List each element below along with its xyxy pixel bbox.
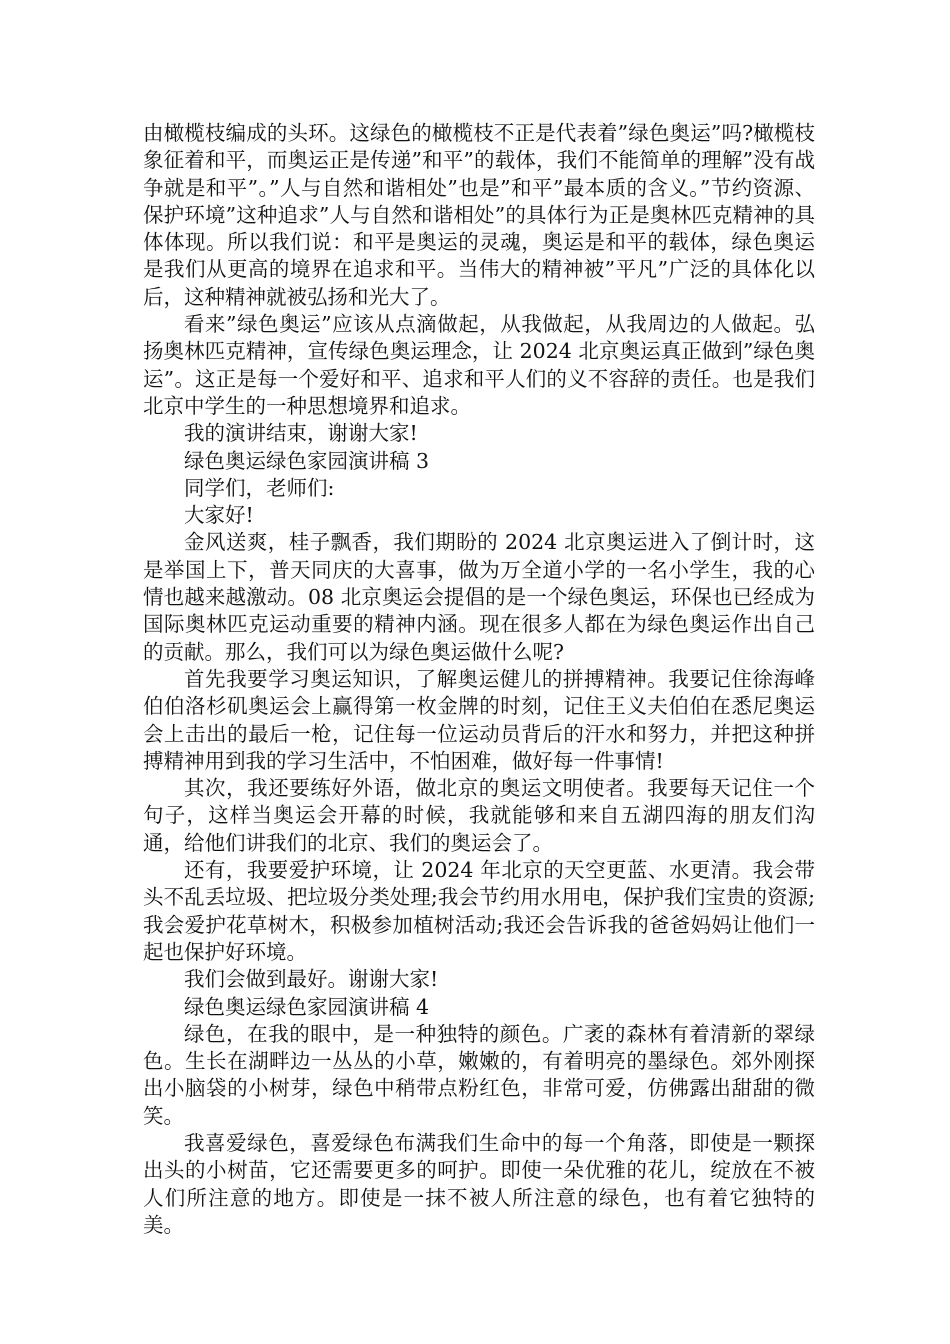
paragraph-protect-environment: 还有，我要爱护环境，让 2024 年北京的天空更蓝、水更清。我会带头不乱丢垃圾、把垃圾分类处理;我会节约用水用电，保护我们宝贵的资源;我会爱护花草树木，积极参加植树活动;我还会告诉我的爸爸妈妈让他们一起也保护好环境。: [143, 858, 815, 964]
paragraph-love-green: 我喜爱绿色，喜爱绿色布满我们生命中的每一个角落，即使是一颗探出头的小树苗，它还需要更多的呵护。即使一朵优雅的花儿，绽放在不被人们所注意的地方。即使是一抹不被人所注意的绿色，也有着它独特的美。: [143, 1130, 815, 1237]
salutation-line: 同学们，老师们:: [184, 475, 335, 500]
paragraph-learn-olympics: 首先我要学习奥运知识，了解奥运健儿的拼搏精神。我要记住徐海峰伯伯洛杉矶奥运会上赢得第一枚金牌的时刻，记住王义夫伯伯在悉尼奥运会上击出的最后一枪，记住每一位运动员背后的汗水和努力，并把这种拼搏精神用到我的学习生活中，不怕困难，做好每一件事情!: [143, 666, 815, 773]
paragraph-green-color: 绿色，在我的眼中，是一种独特的颜色。广袤的森林有着清新的翠绿色。生长在湖畔边一丛丛的小草，嫩嫩的，有着明亮的墨绿色。郊外刚探出小脑袋的小树芽，绿色中稍带点粉红色，非常可爱，仿佛露出甜甜的微笑。: [143, 1021, 815, 1128]
speech-closing-line: 我的演讲结束，谢谢大家!: [184, 421, 418, 446]
paragraph-countdown: 金风送爽，桂子飘香，我们期盼的 2024 北京奥运进入了倒计时，这是举国上下，普天同庆的大喜事，做为万全道小学的一名小学生，我的心情也越来越激动。08 北京奥运会提倡的是一个绿色奥运，环保也已经成为国际奥林匹克运动重要的精神内涵。现在很多人都在为绿色奥运作出自己的贡献。那么，我们可以为绿色奥运做什么呢?: [143, 530, 815, 664]
paragraph-green-olympics-action: 看来”绿色奥运”应该从点滴做起，从我做起，从我周边的人做起。弘扬奥林匹克精神，宣传绿色奥运理念，让 2024 北京奥运真正做到”绿色奥运”。这正是每一个爱好和平、追求和平人们的义不容辞的责任。也是我们北京中学生的一种思想境界和追求。: [143, 312, 815, 418]
paragraph-continuation: 由橄榄枝编成的头环。这绿色的橄榄枝不正是代表着”绿色奥运”吗?橄榄枝象征着和平，而奥运正是传递”和平”的载体，我们不能简单的理解”没有战争就是和平”。”人与自然和谐相处”也是”和平”最本质的含义。”节约资源、保护环境”这种追求”人与自然和谐相处”的具体行为正是奥林匹克精神的具体体现。所以我们说：和平是奥运的灵魂，奥运是和平的载体，绿色奥运是我们从更高的境界在追求和平。当伟大的精神被”平凡”广泛的具体化以后，这种精神就被弘扬和光大了。: [143, 121, 815, 309]
speech-heading-3: 绿色奥运绿色家园演讲稿 3: [184, 448, 430, 473]
paragraph-foreign-language: 其次，我还要练好外语，做北京的奥运文明使者。我要每天记住一个句子，这样当奥运会开幕的时候，我就能够和来自五湖四海的朋友们沟通，给他们讲我们的北京、我们的奥运会了。: [143, 776, 815, 855]
speech-heading-4: 绿色奥运绿色家园演讲稿 4: [184, 994, 430, 1019]
greeting-line: 大家好!: [184, 503, 254, 528]
document-page: [143, 120, 815, 1239]
speech-closing-line-2: 我们会做到最好。谢谢大家!: [184, 967, 439, 992]
